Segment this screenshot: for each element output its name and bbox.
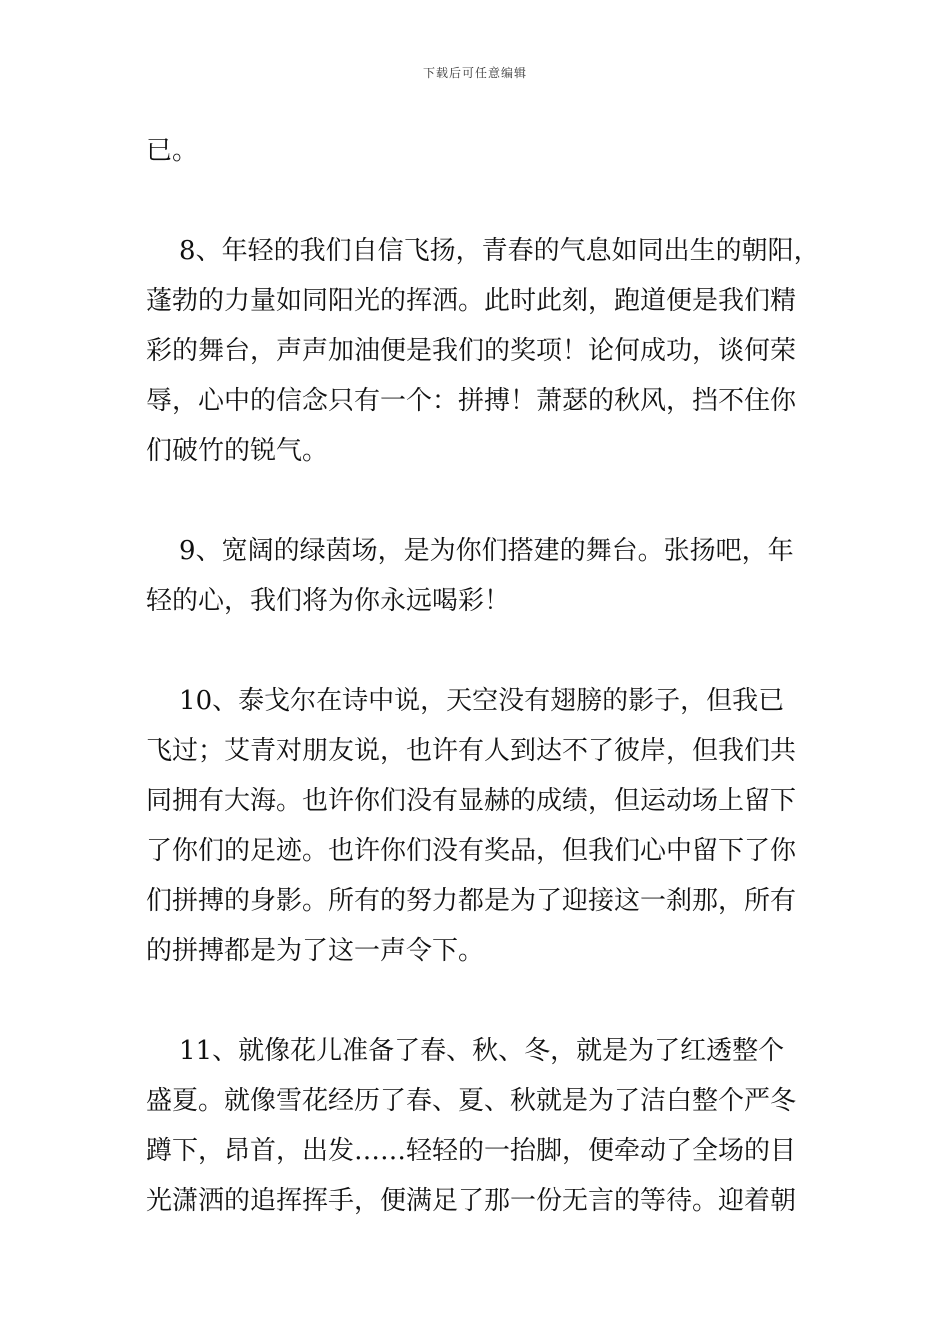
text-line: 们拼搏的身影。所有的努力都是为了迎接这一刹那，所有 [146,886,797,916]
text-line: 们破竹的锐气。 [146,436,329,466]
paragraph [146,526,810,626]
paragraph [146,676,810,976]
text-line: 彩的舞台，声声加油便是我们的奖项！论何成功，谈何荣 [146,336,797,366]
text-line: 的拼搏都是为了这一声令下。 [146,936,485,966]
text-line: 8、年轻的我们自信飞扬，青春的气息如同出生的朝阳， [146,236,820,266]
text-line: 轻的心，我们将为你永远喝彩！ [146,586,511,616]
text-line: 蓬勃的力量如同阳光的挥洒。此时此刻，跑道便是我们精 [146,286,797,316]
document-body [146,126,820,1226]
text-line: 了你们的足迹。也许你们没有奖品，但我们心中留下了你 [146,836,797,866]
text-line: 辱，心中的信念只有一个：拼搏！萧瑟的秋风，挡不住你 [146,386,797,416]
text-line: 11、就像花儿准备了春、秋、冬，就是为了红透整个 [146,1036,785,1066]
text-line: 盛夏。就像雪花经历了春、夏、秋就是为了洁白整个严冬 [146,1086,797,1116]
text-line: 蹲下，昂首，出发……轻轻的一抬脚，便牵动了全场的目 [146,1136,797,1166]
text-line: 9、宽阔的绿茵场，是为你们搭建的舞台。张扬吧，年 [146,536,794,566]
text-line: 飞过；艾青对朋友说，也许有人到达不了彼岸，但我们共 [146,736,797,766]
paragraph [146,1026,810,1226]
page-header: 下载后可任意编辑 [422,66,527,80]
paragraph [146,226,820,476]
text-line: 光潇洒的追挥挥手，便满足了那一份无言的等待。迎着朝 [146,1186,797,1216]
paragraph [146,126,810,176]
text-line: 同拥有大海。也许你们没有显赫的成绩，但运动场上留下 [146,786,797,816]
text-line: 已。 [146,136,199,166]
text-line: 10、泰戈尔在诗中说，天空没有翅膀的影子，但我已 [146,686,785,716]
